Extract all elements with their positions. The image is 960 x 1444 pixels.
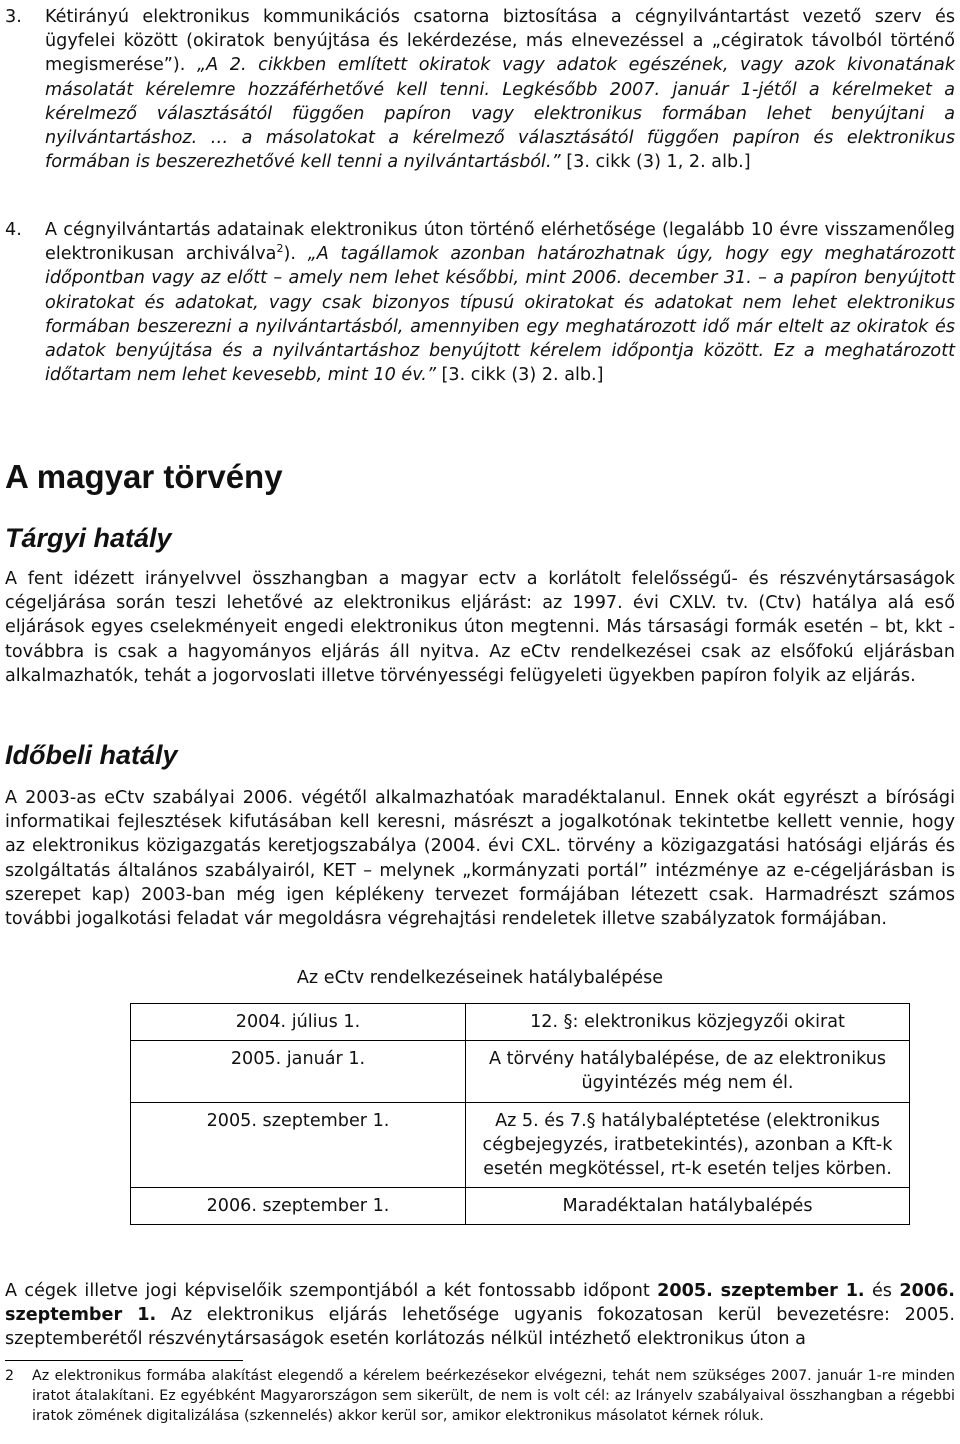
table-row bbox=[131, 1004, 910, 1041]
section-paragraph: A 2003-as eCtv szabályai 2006. végétől alkalmazhatóak maradéktalanul. Ennek okát egyrészt a bírósági informatikai fejlesztések kifutásában kell keresni, másrészt a jogalkotónak tekintetbe kellett vennie, hogy az elektronikus közigazgatás keretjogszabálya (2004. évi CXL. törvény a közigazgatási hatósági eljárás és szolgáltatás általános szabályairól, KET – melynek „kormányzati portál” intézménye az e-cégeljárásban is szerepet kap) 2003-ban még igen képlékeny tervezet formájában létezett csak. Harmadrészt számos további jogalkotási feladat vár megoldásra végrehajtási rendeletek illetve szabályzatok formájában. bbox=[5, 788, 955, 930]
list-item-4 bbox=[5, 218, 955, 387]
key-date: 2006. szeptember 1. bbox=[5, 1281, 955, 1326]
closing-text: Az elektronikus eljárás lehetősége ugyanis fokozatosan kerül bevezetésre: 2005. szeptemberétől részvénytársaságok esetén korlátozás nélkül intézhető elektronikus úton a bbox=[5, 1305, 955, 1350]
footnote-reference[interactable]: 2 bbox=[276, 242, 284, 256]
list-item-text bbox=[45, 5, 955, 174]
section-heading-idobeli-hataly: Időbeli hatály bbox=[5, 740, 178, 770]
list-item-number: 3. bbox=[5, 7, 22, 27]
closing-text: A cégek illetve jogi képviselőik szempontjából a két fontossabb időpont bbox=[5, 1281, 650, 1301]
footnote-number: 2 bbox=[5, 1368, 15, 1384]
directive-quote: „A tagállamok azonban határozhatnak úgy, hogy egy meghatározott időpontban vagy az előtt – amely nem lehet későbbi, mint 2006. december 31. – a papíron benyújtott okiratokat és adatokat, vagy csak bizonyos típusú okiratokat és adatokat nem lehet elektronikus formában beszerezni a nyilvántartásból, amennyiben egy meghatározott idő már eltelt az okiratok és adatok benyújtása és a nyilvántartáshoz benyújtott kérelem időpontja között. Ez a meghatározott időtartam nem lehet kevesebb, mint 10 év.” bbox=[45, 244, 956, 386]
item-body-text-end: ). bbox=[283, 244, 296, 265]
footnote-separator bbox=[5, 1360, 243, 1361]
table-row bbox=[131, 1188, 910, 1225]
section-heading-targyi-hataly: Tárgyi hatály bbox=[5, 523, 172, 553]
item-body-text: A cégnyilvántartás adatainak elektronikus úton történő elérhetősége (legalább 10 évre visszamenőleg elektronikusan archiválva bbox=[45, 220, 955, 265]
table-cell-date: 2005. szeptember 1. bbox=[131, 1102, 466, 1188]
list-item-text bbox=[45, 218, 955, 387]
table-caption: Az eCtv rendelkezéseinek hatálybalépése bbox=[296, 968, 664, 988]
table-cell-date: 2005. január 1. bbox=[131, 1041, 466, 1102]
table-cell-description: Maradéktalan hatálybalépés bbox=[466, 1188, 910, 1225]
footnote bbox=[5, 1367, 955, 1426]
directive-quote: „A 2. cikkben említett okiratok vagy adatok egészének, vagy azok kivonatának másolatát kérelemre hozzáférhetővé kell tenni. Legkésőbb 2007. január 1-jétől a kérelmeket a kérelmező választásától függően papíron vagy elektronikus formában lehet benyújtani a nyilvántartáshoz. … a másolatokat a kérelmező választásától függően papíron és elektronikus formában is beszerezhetővé kell tenni a nyilvántartásból.” bbox=[45, 55, 956, 173]
section-paragraph: A fent idézett irányelvvel összhangban a magyar ectv a korlátolt felelősségű- és részvénytársaságok cégeljárása során teszi lehetővé az elektronikus eljárást: az 1997. évi CXLV. tv. (Ctv) hatálya alá eső eljárások egyes cselekményeit engedi elektronikus úton megtenni. Más társasági formák esetén – bt, kkt - továbbra is csak a hagyományos eljárás áll nyitva. Az eCtv rendelkezései csak az elsőfokú eljárásban alkalmazhatók, tehát a jogorvoslati illetve törvényességi felügyeleti ügyekben papíron folyik az eljárás. bbox=[5, 569, 955, 686]
item-body-text: Kétirányú elektronikus kommunikációs csatorna biztosítása a cégnyilvántartást vezető szerv és ügyfelei között (okiratok benyújtása és lekérdezése, más elnevezéssel a „cégiratok távolból történő megismerése”). bbox=[45, 7, 955, 76]
list-item-number: 4. bbox=[5, 220, 22, 240]
closing-paragraph bbox=[5, 1279, 955, 1352]
main-heading: A magyar törvény bbox=[5, 458, 283, 495]
citation: [3. cikk (3) 2. alb.] bbox=[441, 365, 604, 386]
table-cell-description: 12. §: elektronikus közjegyzői okirat bbox=[466, 1004, 910, 1041]
table-row bbox=[131, 1041, 910, 1102]
footnote-text: Az elektronikus formába alakítást elegendő a kérelem beérkezésekor elvégezni, tehát nem szükséges 2007. január 1-re minden iratot átalakítani. Ez egyébként Magyarországon sem sikerült, de nem is volt cél: az Irányelv szabályaival összhangban a régebbi iratok zömének digitalizálása (szkennelés) akkor kerül sor, amikor elektronikus másolatot kérnek róluk. bbox=[32, 1368, 955, 1424]
closing-text: és bbox=[871, 1281, 892, 1301]
table-row bbox=[131, 1102, 910, 1188]
table-cell-description: Az 5. és 7.§ hatálybaléptetése (elektronikus cégbejegyzés, iratbetekintés), azonban a Kft-k esetén megkötéssel, rt-k esetén teljes körben. bbox=[466, 1102, 910, 1188]
table-cell-description: A törvény hatálybalépése, de az elektronikus ügyintézés még nem él. bbox=[466, 1041, 910, 1102]
key-date: 2005. szeptember 1. bbox=[657, 1281, 865, 1301]
effective-dates-table bbox=[130, 1003, 910, 1225]
citation: [3. cikk (3) 1, 2. alb.] bbox=[566, 152, 751, 173]
list-item-3 bbox=[5, 5, 955, 174]
table-cell-date: 2004. július 1. bbox=[131, 1004, 466, 1041]
table-cell-date: 2006. szeptember 1. bbox=[131, 1188, 466, 1225]
